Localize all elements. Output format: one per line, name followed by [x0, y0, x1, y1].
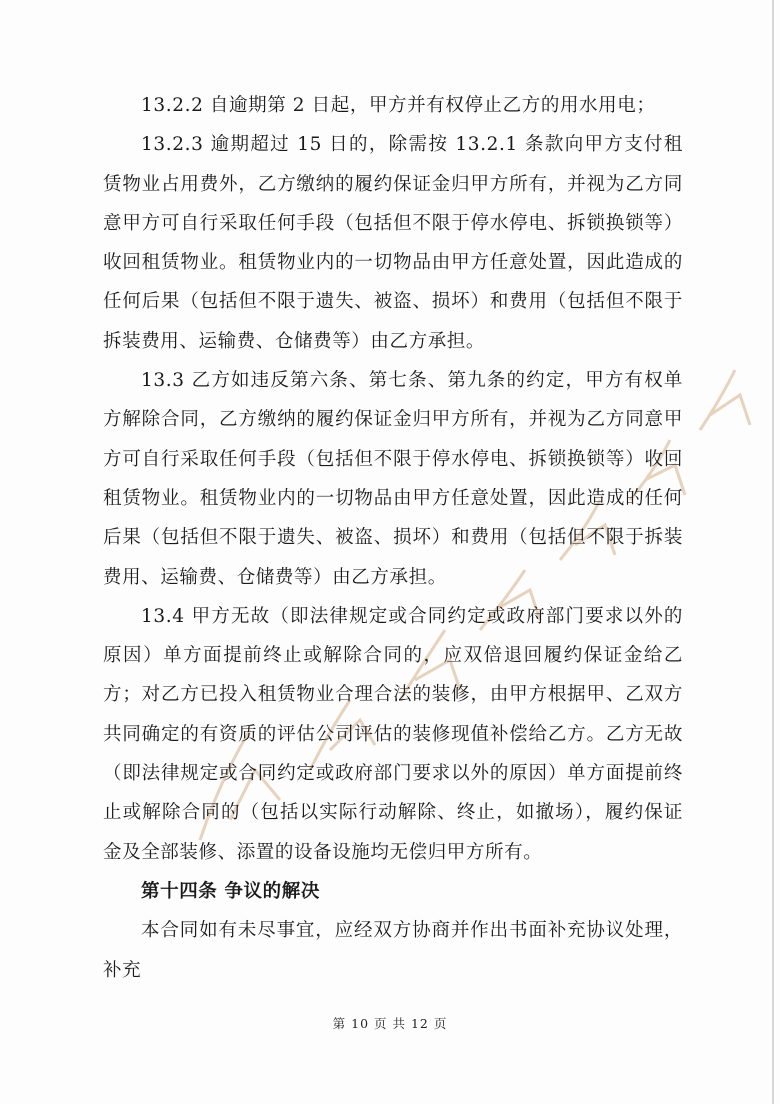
clause-14-paragraph: 本合同如有未尽事宜，应经双方协商并作出书面补充协议处理，补充 [103, 920, 683, 981]
document-body [103, 86, 683, 990]
clause-13-3: 13.3 乙方如违反第六条、第七条、第九条的约定，甲方有权单方解除合同，乙方缴纳的履约保证金归甲方所有，并视为乙方同意甲方可自行采取任何手段（包括但不限于停水停电、拆锁换锁等）收回租赁物业。租赁物业内的一切物品由甲方任意处置，因此造成的任何后果（包括但不限于遗失、被盗、损坏）和费用（包括但不限于拆装费用、运输费、仓储费等）由乙方承担。 [103, 370, 683, 588]
clause-13-4: 13.4 甲方无故（即法律规定或合同约定或政府部门要求以外的原因）单方面提前终止或解除合同的，应双倍退回履约保证金给乙方；对乙方已投入租赁物业合理合法的装修，由甲方根据甲、乙双方共同确定的有资质的评估公司评估的装修现值补偿给乙方。乙方无故（即法律规定或合同约定或政府部门要求以外的原因）单方面提前终止或解除合同的（包括以实际行动解除、终止，如撤场），履约保证金及全部装修、添置的设备设施均无偿归甲方所有。 [103, 605, 683, 863]
page-footer: 第 10 页 共 12 页 [332, 1016, 448, 1031]
clause-13-2-2: 13.2.2 自逾期第 2 日起，甲方并有权停止乙方的用水用电； [141, 95, 656, 116]
section-heading: 第十四条 争议的解决 [141, 880, 320, 902]
page-edge-line [772, 0, 774, 1104]
clause-13-2-3: 13.2.3 逾期超过 15 日的，除需按 13.2.1 条款向甲方支付租赁物业占用费外，乙方缴纳的履约保证金归甲方所有，并视为乙方同意甲方可自行采取任何手段（包括但不限于停水停电、拆锁换锁等）收回租赁物业。租赁物业内的一切物品由甲方任意处置，因此造成的任何后果（包括但不限于遗失、被盗、损坏）和费用（包括但不限于拆装费用、运输费、仓储费等）由乙方承担。 [103, 134, 683, 352]
